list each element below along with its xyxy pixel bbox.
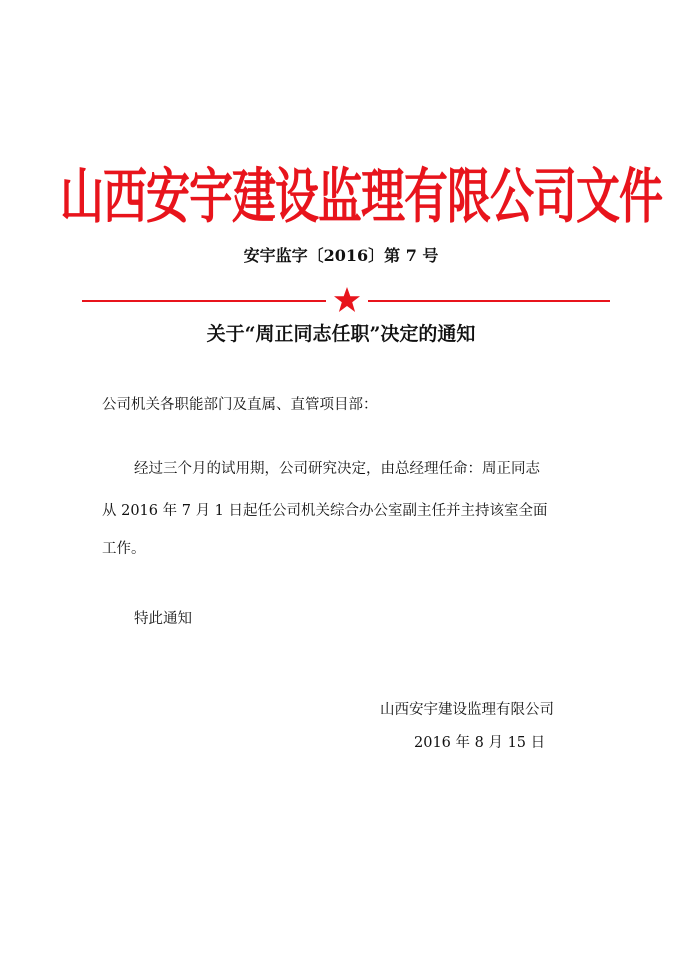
closing-remark: 特此通知 xyxy=(134,611,192,627)
red-divider xyxy=(82,286,610,316)
star-icon xyxy=(333,286,361,314)
body-paragraph-line: 经过三个月的试用期，公司研究决定，由总经理任命：周正同志 xyxy=(134,461,540,477)
signing-date: 2016 年 8 月 15 日 xyxy=(414,735,546,751)
divider-line-left xyxy=(82,300,326,302)
body-paragraph-line: 从 2016 年 7 月 1 日起任公司机关综合办公室副主任并主持该室全面 xyxy=(102,503,548,519)
divider-line-right xyxy=(368,300,610,302)
document-number: 安宇监字〔2016〕第 7 号 xyxy=(243,246,439,265)
document-masthead: 山西安宇建设监理有限公司文件 xyxy=(60,162,662,232)
signing-company: 山西安宇建设监理有限公司 xyxy=(380,702,554,718)
notice-title: 关于“周正同志任职”决定的通知 xyxy=(206,323,476,345)
salutation: 公司机关各职能部门及直属、直管项目部： xyxy=(102,397,378,413)
body-paragraph-line: 工作。 xyxy=(102,541,146,557)
